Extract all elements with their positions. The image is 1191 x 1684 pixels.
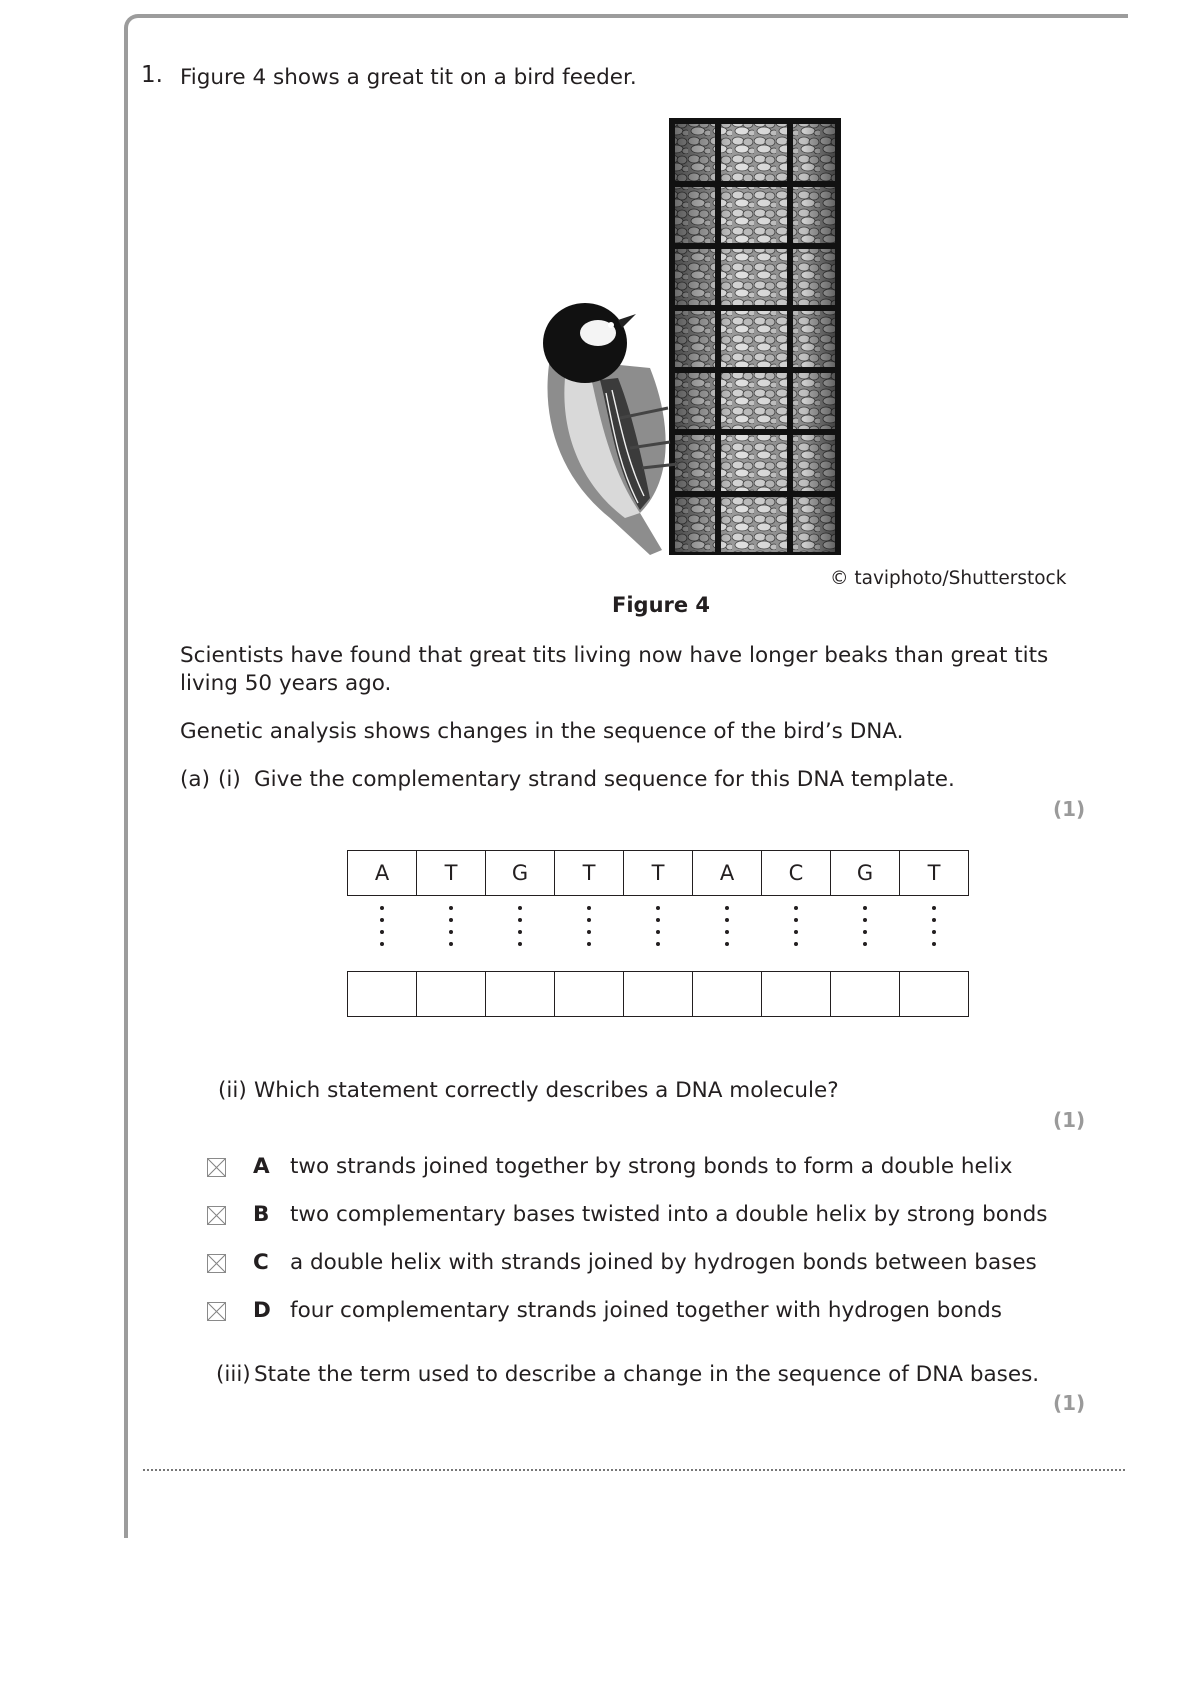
part-i-label: (i) xyxy=(218,767,241,792)
template-base: G xyxy=(486,851,555,896)
complementary-strand-answer-table xyxy=(347,971,969,1017)
template-base: A xyxy=(348,851,417,896)
base-pair-dots xyxy=(347,906,967,958)
part-iii-label: (iii) xyxy=(216,1362,251,1387)
bird-feeder-figure xyxy=(490,118,880,555)
paragraph-1-line-1: Scientists have found that great tits living now have longer beaks than great tits xyxy=(180,643,1049,668)
option-c-checkbox[interactable] xyxy=(207,1254,226,1273)
part-iii-text: State the term used to describe a change in the sequence of DNA bases. xyxy=(254,1362,1040,1387)
answer-cell[interactable] xyxy=(900,972,969,1017)
answer-cell[interactable] xyxy=(831,972,900,1017)
option-d-checkbox[interactable] xyxy=(207,1302,226,1321)
option-text: two strands joined together by strong bonds to form a double helix xyxy=(290,1154,1013,1179)
option-letter: D xyxy=(253,1298,271,1323)
template-base: C xyxy=(762,851,831,896)
answer-cell[interactable] xyxy=(693,972,762,1017)
answer-line[interactable] xyxy=(143,1469,1125,1471)
part-i-text: Give the complementary strand sequence for this DNA template. xyxy=(254,767,955,792)
answer-cell[interactable] xyxy=(348,972,417,1017)
part-a-label: (a) xyxy=(180,767,210,792)
answer-cell[interactable] xyxy=(624,972,693,1017)
answer-cell[interactable] xyxy=(417,972,486,1017)
question-number: 1. xyxy=(141,62,163,88)
part-ii-marks: (1) xyxy=(1053,1108,1086,1132)
option-text: two complementary bases twisted into a double helix by strong bonds xyxy=(290,1202,1048,1227)
option-a-checkbox[interactable] xyxy=(207,1158,226,1177)
image-credit: © taviphoto/Shutterstock xyxy=(830,568,1067,589)
question-intro: Figure 4 shows a great tit on a bird feeder. xyxy=(180,65,637,90)
part-iii-marks: (1) xyxy=(1053,1391,1086,1415)
answer-cell[interactable] xyxy=(555,972,624,1017)
figure-caption: Figure 4 xyxy=(612,593,711,617)
great-tit-bird xyxy=(543,303,678,555)
option-letter: A xyxy=(253,1154,270,1179)
template-base: A xyxy=(693,851,762,896)
option-letter: B xyxy=(253,1202,270,1227)
template-base: T xyxy=(624,851,693,896)
option-b-checkbox[interactable] xyxy=(207,1206,226,1225)
feeder xyxy=(672,121,838,555)
paragraph-2: Genetic analysis shows changes in the sequence of the bird’s DNA. xyxy=(180,719,904,744)
template-base: G xyxy=(831,851,900,896)
option-letter: C xyxy=(253,1250,269,1275)
template-base: T xyxy=(417,851,486,896)
paragraph-1-line-2: living 50 years ago. xyxy=(180,671,392,696)
template-base: T xyxy=(900,851,969,896)
part-ii-label: (ii) xyxy=(218,1078,247,1103)
template-base: T xyxy=(555,851,624,896)
dna-template-table xyxy=(347,850,969,896)
part-ii-text: Which statement correctly describes a DNA molecule? xyxy=(254,1078,839,1103)
option-text: four complementary strands joined together with hydrogen bonds xyxy=(290,1298,1002,1323)
part-i-marks: (1) xyxy=(1053,797,1086,821)
answer-cell[interactable] xyxy=(486,972,555,1017)
option-text: a double helix with strands joined by hydrogen bonds between bases xyxy=(290,1250,1037,1275)
answer-cell[interactable] xyxy=(762,972,831,1017)
